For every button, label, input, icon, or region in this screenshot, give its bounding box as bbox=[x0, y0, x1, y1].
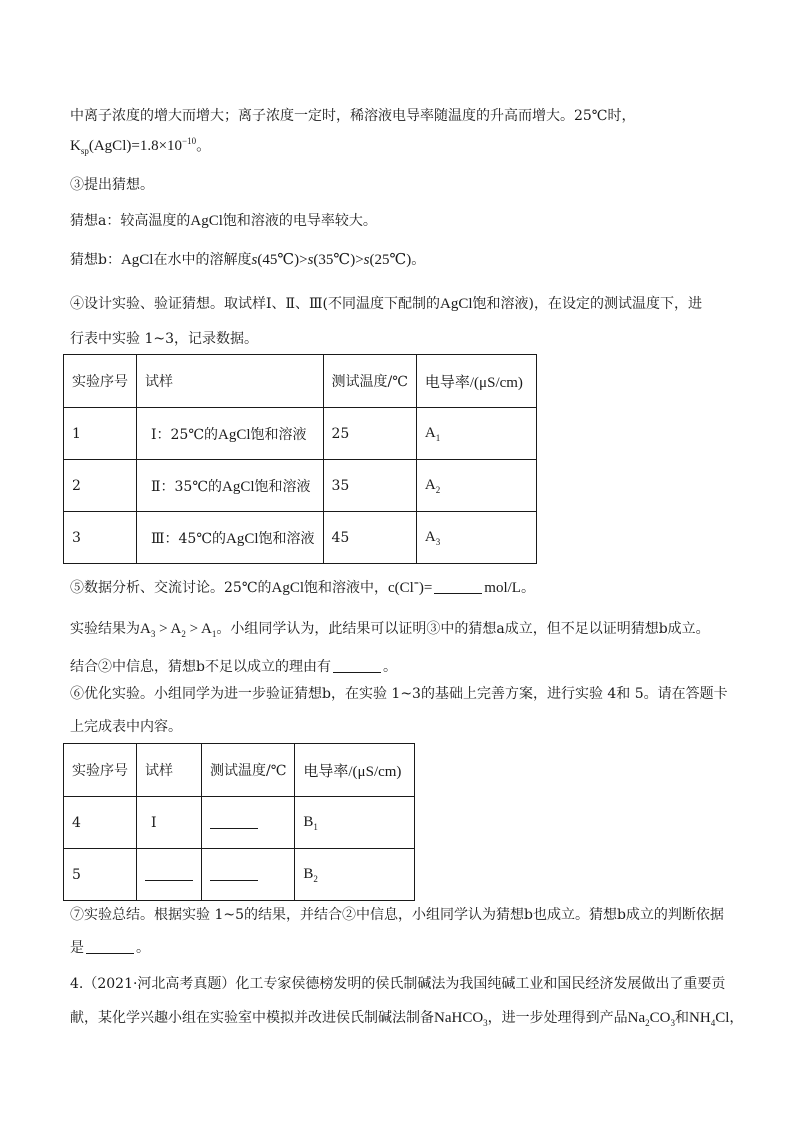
answer-blank[interactable] bbox=[210, 814, 258, 829]
header-cell: 电导率/(μS/cm) bbox=[416, 355, 536, 408]
table-row: 5 $B_2$ bbox=[64, 849, 415, 901]
step-4-line-1: ④设计实验、验证猜想。取试样Ⅰ、Ⅱ、Ⅲ(不同温度下配制的AgCl饱和溶液)，在设定的测试温度下，进 bbox=[70, 296, 702, 312]
experiment-table-1 bbox=[63, 354, 537, 564]
step-6-line-2: 上完成表中内容。 bbox=[70, 719, 182, 735]
header-cell: 试样 bbox=[137, 355, 324, 408]
paragraph-line-1: 中离子浓度的增大而增大；离子浓度一定时，稀溶液电导率随温度的升高而增大。25℃时， bbox=[70, 108, 636, 124]
experiment-table-2 bbox=[63, 743, 415, 901]
header-cell: 实验序号 bbox=[64, 744, 137, 797]
step-4-line-2: 行表中实验 1~3，记录数据。 bbox=[70, 331, 258, 347]
step-5-line-3: 结合②中信息，猜想b不足以成立的理由有 。 bbox=[70, 659, 397, 675]
step-6-line-1: ⑥优化实验。小组同学为进一步验证猜想b，在实验 1~3的基础上完善方案，进行实验 4和 5。请在答题卡 bbox=[70, 686, 728, 702]
table-header-row bbox=[64, 744, 415, 797]
table-row: 2 Ⅱ：35℃的AgCl饱和溶液 35 $A_2$ bbox=[64, 460, 537, 512]
question-4-line-1: 4.（2021·河北高考真题）化工专家侯德榜发明的侯氏制碱法为我国纯碱工业和国民经济发展做出了重要贡 bbox=[70, 976, 726, 992]
answer-blank[interactable] bbox=[434, 579, 482, 594]
step-5-line-2: 实验结果为$A_3 > A_2 > A_1$。小组同学认为，此结果可以证明③中的猜想a成立，但不足以证明猜想b成立。 bbox=[70, 621, 710, 639]
answer-blank[interactable] bbox=[86, 939, 134, 954]
step-5-line-1: ⑤数据分析、交流讨论。25℃的AgCl饱和溶液中，c(Cl-)= mol/L。 bbox=[70, 574, 535, 596]
header-cell: 测试温度/℃ bbox=[202, 744, 295, 797]
header-cell: 测试温度/℃ bbox=[323, 355, 416, 408]
table-row: 3 Ⅲ：45℃的AgCl饱和溶液 45 $A_3$ bbox=[64, 512, 537, 564]
step-3-heading: ③提出猜想。 bbox=[70, 177, 154, 193]
hypothesis-a: 猜想a：较高温度的AgCl饱和溶液的电导率较大。 bbox=[70, 213, 377, 229]
step-7-line-2: 是 。 bbox=[70, 940, 150, 956]
table-row: 4 Ⅰ $B_1$ bbox=[64, 797, 415, 849]
header-cell: 电导率/(μS/cm) bbox=[295, 744, 415, 797]
step-7-line-1: ⑦实验总结。根据实验 1~5的结果，并结合②中信息，小组同学认为猜想b也成立。猜想b成立的判断依据 bbox=[70, 907, 724, 923]
answer-blank[interactable] bbox=[333, 658, 381, 673]
hypothesis-b: 猜想b：AgCl在水中的溶解度s(45℃)>s(35℃)>s(25℃)。 bbox=[70, 252, 426, 268]
header-cell: 试样 bbox=[137, 744, 202, 797]
header-cell: 实验序号 bbox=[64, 355, 137, 408]
table-header-row bbox=[64, 355, 537, 408]
ksp-formula: $K_{sp}(AgCl)=1.8\times 10^{-10}$。 bbox=[70, 136, 212, 156]
answer-blank[interactable] bbox=[145, 866, 193, 881]
question-4-line-2: 献，某化学兴趣小组在实验室中模拟并改进侯氏制碱法制备NaHCO$_3$，进一步处理得到产品$Na_2CO_3$和$NH_4Cl$， bbox=[70, 1010, 744, 1028]
table-row: 1 Ⅰ：25℃的AgCl饱和溶液 25 $A_1$ bbox=[64, 408, 537, 460]
answer-blank[interactable] bbox=[210, 866, 258, 881]
